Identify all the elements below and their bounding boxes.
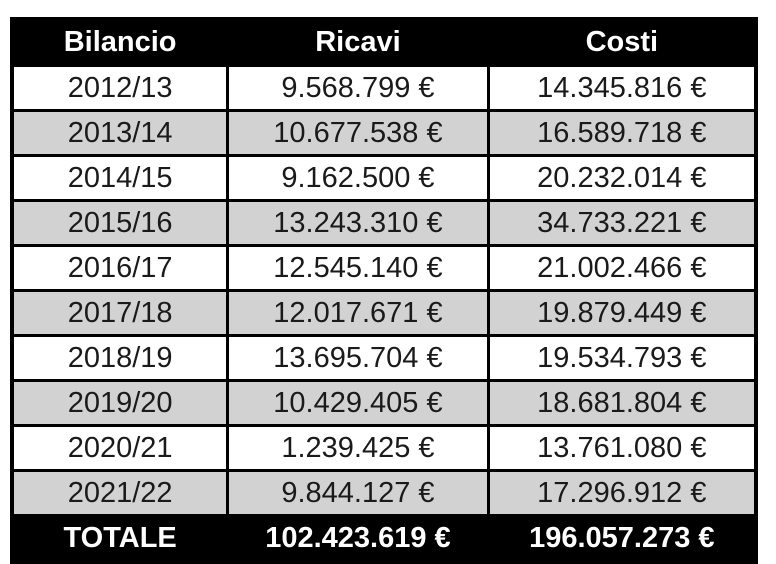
- ricavi-cell: 10.677.538 €: [228, 111, 488, 156]
- year-cell: 2016/17: [12, 246, 228, 291]
- year-cell: 2015/16: [12, 201, 228, 246]
- table-row: [12, 426, 756, 471]
- table-row: [12, 291, 756, 336]
- total-label-cell: TOTALE: [12, 516, 228, 563]
- costi-cell: 14.345.816 €: [488, 66, 756, 111]
- costi-cell: 21.002.466 €: [488, 246, 756, 291]
- total-costi-cell: 196.057.273 €: [488, 516, 756, 563]
- total-row: [12, 516, 756, 563]
- ricavi-cell: 12.017.671 €: [228, 291, 488, 336]
- year-cell: 2018/19: [12, 336, 228, 381]
- table-footer: [12, 516, 756, 563]
- year-cell: 2013/14: [12, 111, 228, 156]
- ricavi-cell: 1.239.425 €: [228, 426, 488, 471]
- ricavi-cell: 10.429.405 €: [228, 381, 488, 426]
- costi-cell: 13.761.080 €: [488, 426, 756, 471]
- header-row: [12, 19, 756, 66]
- year-cell: 2020/21: [12, 426, 228, 471]
- table-row: [12, 336, 756, 381]
- ricavi-cell: 9.162.500 €: [228, 156, 488, 201]
- ricavi-cell: 13.695.704 €: [228, 336, 488, 381]
- table-row: [12, 66, 756, 111]
- table-header: [12, 19, 756, 66]
- costi-cell: 19.534.793 €: [488, 336, 756, 381]
- total-ricavi-cell: 102.423.619 €: [228, 516, 488, 563]
- table-row: [12, 111, 756, 156]
- table-row: [12, 201, 756, 246]
- financial-table-container: [10, 17, 758, 554]
- year-cell: 2012/13: [12, 66, 228, 111]
- ricavi-cell: 9.568.799 €: [228, 66, 488, 111]
- table-row: [12, 471, 756, 516]
- bilancio-ricavi-costi-table: [10, 17, 758, 564]
- costi-cell: 19.879.449 €: [488, 291, 756, 336]
- table-row: [12, 381, 756, 426]
- table-row: [12, 156, 756, 201]
- header-cell-costi: Costi: [488, 19, 756, 66]
- year-cell: 2021/22: [12, 471, 228, 516]
- header-cell-ricavi: Ricavi: [228, 19, 488, 66]
- header-cell-bilancio: Bilancio: [12, 19, 228, 66]
- year-cell: 2014/15: [12, 156, 228, 201]
- table-row: [12, 246, 756, 291]
- year-cell: 2019/20: [12, 381, 228, 426]
- table-body: [12, 66, 756, 516]
- ricavi-cell: 9.844.127 €: [228, 471, 488, 516]
- costi-cell: 16.589.718 €: [488, 111, 756, 156]
- ricavi-cell: 12.545.140 €: [228, 246, 488, 291]
- year-cell: 2017/18: [12, 291, 228, 336]
- costi-cell: 18.681.804 €: [488, 381, 756, 426]
- ricavi-cell: 13.243.310 €: [228, 201, 488, 246]
- costi-cell: 20.232.014 €: [488, 156, 756, 201]
- costi-cell: 34.733.221 €: [488, 201, 756, 246]
- costi-cell: 17.296.912 €: [488, 471, 756, 516]
